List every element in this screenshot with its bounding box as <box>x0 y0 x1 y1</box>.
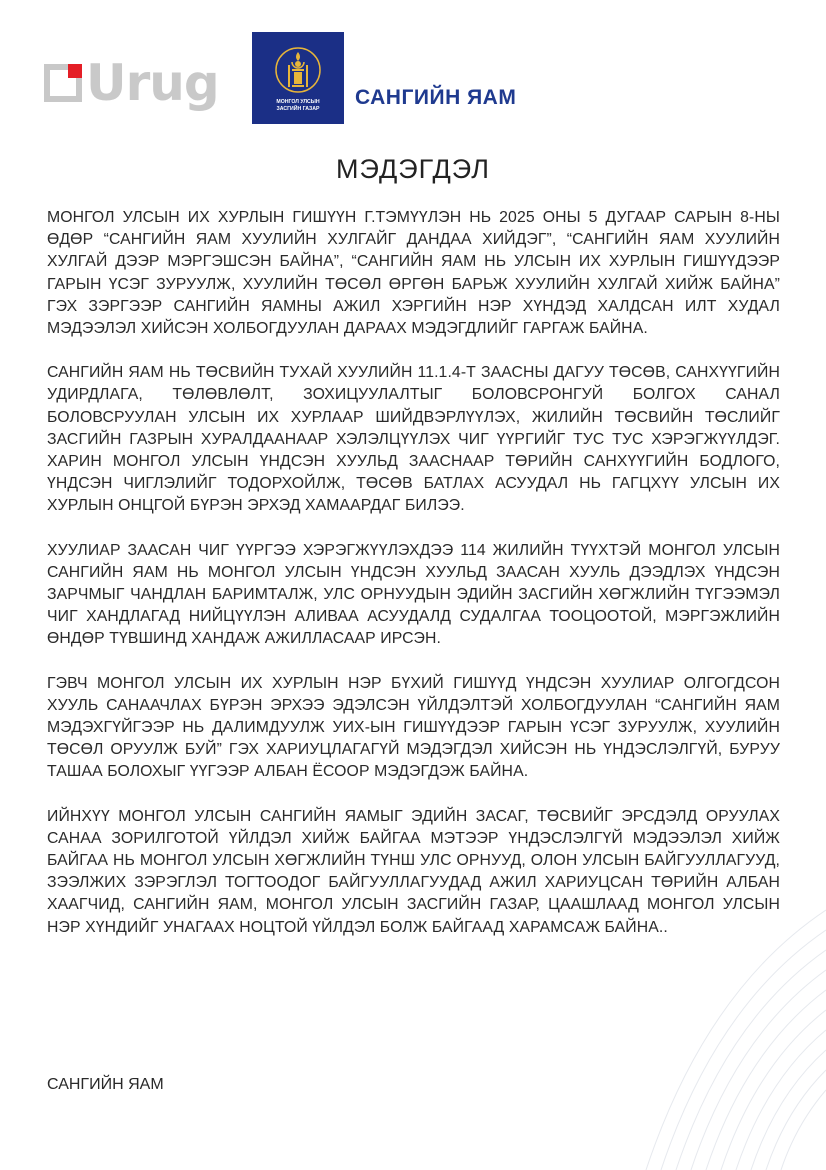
signature: САНГИЙН ЯАМ <box>47 1076 164 1093</box>
watermark-text: Urug <box>86 54 219 112</box>
paragraph-4: ГЭВЧ МОНГОЛ УЛСЫН ИХ ХУРЛЫН НЭР БҮХИЙ ГИШҮҮД ҮНДСЭН ХУУЛИАР ОЛГОГДСОН ХУУЛЬ САНААЧЛАХ БҮРЭН ЭРХЭЭ ЭДЭЛСЭН ҮЙЛДЭЛТЭЙ ХОЛБОГДУУЛАН “САНГИЙН ЯАМ МЭДЭХГҮЙГЭЭР НЬ ДАЛИМДУУЛЖ УИХ-ЫН ГИШҮҮДЭЭР ГАРЫН ҮСЭГ ЗУРУУЛЖ, ХУУЛИЙН ТӨСӨЛ ОРУУЛЖ БУЙ” ГЭХ ХАРИУЦЛАГАГҮЙ МЭДЭГДЭЛ ХИЙСЭН НЬ ҮНДЭСЛЭЛГҮЙ, БУРУУ ТАШАА БОЛОХЫГ ҮҮГЭЭР АЛБАН ЁСООР МЭДЭГДЭЖ БАЙНА. <box>47 674 780 781</box>
logo-caption-line1: МОНГОЛ УЛСЫН <box>276 99 320 105</box>
ministry-name: САНГИЙН ЯАМ <box>355 86 517 109</box>
paragraph-1: МОНГОЛ УЛСЫН ИХ ХУРЛЫН ГИШҮҮН Г.ТЭМҮҮЛЭН НЬ 2025 ОНЫ 5 ДУГААР САРЫН 8-НЫ ӨДӨР “САНГИЙН ЯАМ ХУУЛИЙН ХУЛГАЙГ ДАНДАА ХИЙДЭГ”, “САНГИЙН ЯАМ ХУУЛИЙН ХУЛГАЙ ДЭЭР МЭРГЭШСЭН БАЙНА”, “САНГИЙН ЯАМ НЬ УЛСЫН ИХ ХУРЛЫН ГИШҮҮДЭЭР ГАРЫН ҮСЭГ ЗУРУУЛЖ, ХУУЛИЙН ТӨСӨЛ ӨРГӨН БАРЬЖ ХУУЛИЙН ХУЛГАЙ ХИЙЖ БАЙНА” ГЭХ ЗЭРГЭЭР САНГИЙН ЯАМНЫ АЖИЛ ХЭРГИЙН НЭР ХҮНДЭД ХАЛДСАН ИЛТ ХУДАЛ МЭДЭЭЛЭЛ ХИЙСЭН ХОЛБОГДУУЛАН ДАРААХ МЭДЭГДЛИЙГ ГАРГАЖ БАЙНА. <box>47 209 780 338</box>
paragraph-3: ХУУЛИАР ЗААСАН ЧИГ ҮҮРГЭЭ ХЭРЭГЖҮҮЛЭХДЭЭ 114 ЖИЛИЙН ТҮҮХТЭЙ МОНГОЛ УЛСЫН САНГИЙН ЯАМ НЬ МОНГОЛ УЛСЫН ҮНДСЭН ХУУЛЬД ЗААСАН ХУУЛЬ ДЭЭДЛЭХ ҮНДСЭН ЗАРЧМЫГ ЧАНДЛАН БАРИМТАЛЖ, УЛС ОРНУУДЫН ЭДИЙН ЗАСГИЙН ХӨГЖЛИЙН ТҮГЭЭМЭЛ ЧИГ ХАНДЛАГАД НИЙЦҮҮЛЭН АЛИВАА АСУУДАЛД СУДАЛГАА ТООЦООТОЙ, МЭРГЭЖЛИЙН ӨНДӨР ТҮВШИНД ХАНДАЖ АЖИЛЛАСААР ИРСЭН. <box>47 541 780 648</box>
watermark-logo-icon <box>44 64 82 102</box>
soyombo-emblem-icon <box>252 32 344 124</box>
paragraph-2: САНГИЙН ЯАМ НЬ ТӨСВИЙН ТУХАЙ ХУУЛИЙН 11.1.4-Т ЗААСНЫ ДАГУУ ТӨСӨВ, САНХҮҮГИЙН УДИРДЛАГА, ТӨЛӨВЛӨЛТ, ЗОХИЦУУЛАЛТЫГ БОЛОВСРОНГУЙ БОЛГОХ САНАЛ БОЛОВСРУУЛАН УЛСЫН ИХ ХУРЛААР ШИЙДВЭРЛҮҮЛЭХ, ЖИЛИЙН ТӨСВИЙН ТӨСЛИЙГ ЗАСГИЙН ГАЗРЫН ХУРАЛДААНААР ХЭЛЭЛЦҮҮЛЭХ ЧИГ ҮҮРГИЙГ ТУС ТУС ХЭРЭГЖҮҮЛДЭГ. ХАРИН МОНГОЛ УЛСЫН ҮНДСЭН ХУУЛЬД ЗААСНААР ТӨРИЙН САНХҮҮГИЙН БОДЛОГО, ҮНДСЭН ЧИГЛЭЛИЙГ ТОДОРХОЙЛЖ, ТӨСӨВ БАТЛАХ АСУУДАЛ НЬ ГАГЦХҮҮ УЛСЫН ИХ ХУРЛЫН ОНЦГОЙ БҮРЭН ЭРХЭД ХАМААРДАГ БИЛЭЭ. <box>47 364 780 515</box>
government-emblem-logo <box>252 32 344 124</box>
document-body <box>47 207 780 961</box>
urug-watermark <box>44 54 219 112</box>
logo-caption-line2: ЗАСГИЙН ГАЗАР <box>276 106 320 112</box>
document-title: МЭДЭГДЭЛ <box>335 154 491 184</box>
paragraph-5: ИЙНХҮҮ МОНГОЛ УЛСЫН САНГИЙН ЯАМЫГ ЭДИЙН ЗАСАГ, ТӨСВИЙГ ЭРСДЭЛД ОРУУЛАХ САНАА ЗОРИЛГОТОЙ ҮЙЛДЭЛ ХИЙЖ БАЙГАА МЭТЭЭР ҮНДЭСЛЭЛГҮЙ МЭДЭЭЛЭЛ ХИЙЖ БАЙГАА НЬ МОНГОЛ УЛСЫН ХӨГЖЛИЙН ТҮНШ УЛС ОРНУУД, ОЛОН УЛСЫН БАЙГУУЛЛАГУУД, ЗЭЭЛЖИХ ЗЭРЭГЛЭЛ ТОГТООДОГ БАЙГУУЛЛАГУУДАД АЖИЛ ХАРИУЦСАН ТӨРИЙН АЛБАН ХААГЧИД, САНГИЙН ЯАМ, МОНГОЛ УЛСЫН ЗАСГИЙН ГАЗАР, ЦААШЛААД МОНГОЛ УЛСЫН НЭР ХҮНДИЙГ УНАГААХ НОЦТОЙ ҮЙЛДЭЛ БОЛЖ БАЙГААД ХАРАМСАЖ БАЙНА.. <box>47 807 780 936</box>
